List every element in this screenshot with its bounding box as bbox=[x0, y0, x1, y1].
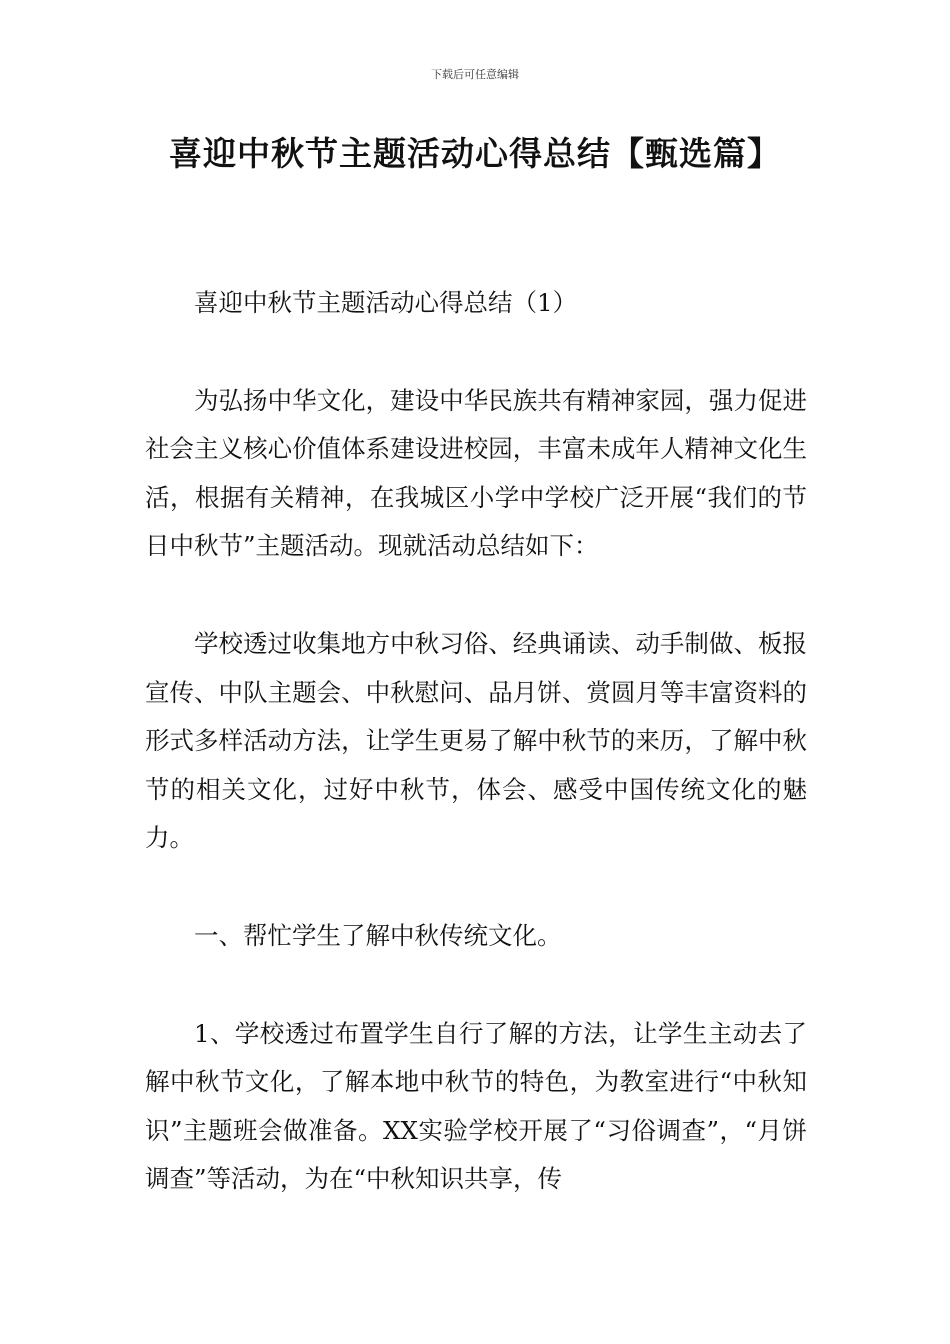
document-body bbox=[145, 279, 807, 1253]
section-subtitle: 喜迎中秋节主题活动心得总结（1） bbox=[194, 288, 578, 317]
document-title: 喜迎中秋节主题活动心得总结【甄选篇】 bbox=[169, 134, 781, 173]
paragraph-activities: 学校透过收集地方中秋习俗、经典诵读、动手制做、板报宣传、中队主题会、中秋慰问、品月饼、赏圆月等丰富资料的形式多样活动方法，让学生更易了解中秋节的来历，了解中秋节的相关文化，过好中秋节，体会、感受中国传统文化的魅力。 bbox=[145, 628, 807, 853]
paragraph-intro: 为弘扬中华文化，建设中华民族共有精神家园，强力促进社会主义核心价值体系建设进校园，丰富未成年人精神文化生活，根据有关精神，在我城区小学中学校广泛开展“我们的节日中秋节”主题活动。现就活动总结如下： bbox=[145, 385, 807, 561]
section-heading-one: 一、帮忙学生了解中秋传统文化。 bbox=[194, 920, 562, 950]
header-note: 下载后可任意编辑 bbox=[431, 68, 519, 81]
paragraph-item-one: 1、学校透过布置学生自行了解的方法，让学生主动去了解中秋节文化，了解本地中秋节的特色，为教室进行“中秋知识”主题班会做准备。XX实验学校开展了“习俗调查”，“月饼调查”等活动，为在“中秋知识共享，传 bbox=[145, 1018, 807, 1194]
